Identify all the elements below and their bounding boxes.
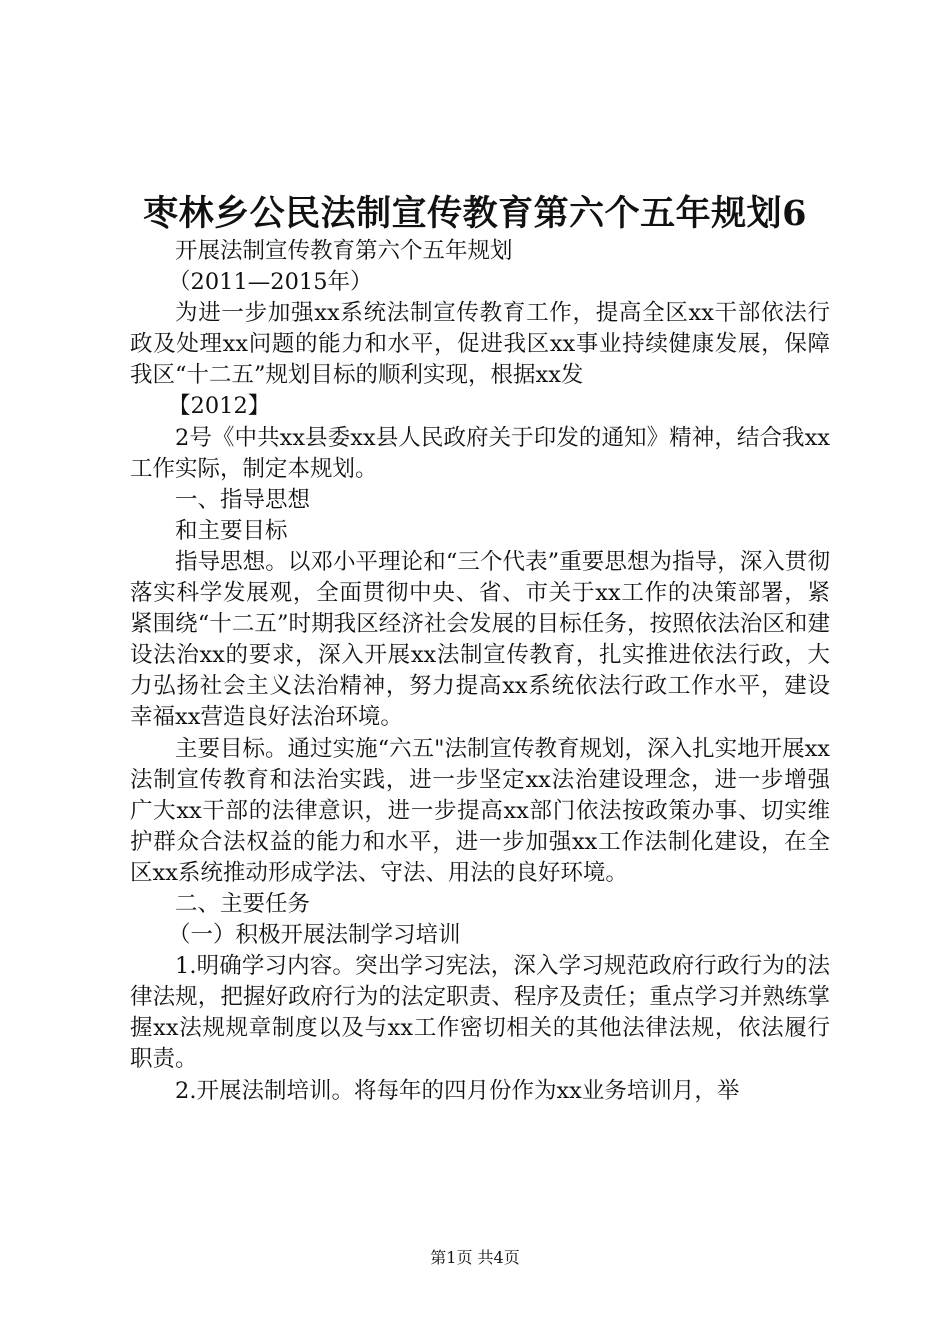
paragraph-main-goals: 主要目标。通过实施“六五"法制宣传教育规划，深入扎实地开展xx法制宣传教育和法治实践，进一步坚定xx法治建设理念，进一步增强广大xx干部的法律意识，进一步提高xx部门依法按政策办事、切实维护群众合法权益的能力和水平，进一步加强xx工作法制化建设，在全区xx系统推动形成学法、守法、用法的良好环境。 [130, 735, 830, 886]
page-number-footer: 第1页 共4页 [430, 1248, 520, 1267]
paragraph-item-2: 2.开展法制培训。将每年的四月份作为xx业务培训月，举 [175, 1077, 740, 1104]
paragraph-subtitle: 开展法制宣传教育第六个五年规划 [175, 238, 513, 264]
paragraph-guiding-thought: 指导思想。以邓小平理论和“三个代表”重要思想为指导，深入贯彻落实科学发展观，全面贯彻中央、省、市关于xx工作的决策部署，紧紧围绕“十二五”时期我区经济社会发展的目标任务，按照依法治区和建设法治xx的要求，深入开展xx法制宣传教育，扎实推进依法行政，大力弘扬社会主义法治精神，努力提高xx系统依法行政工作水平，建设幸福xx营造良好法治环境。 [130, 548, 830, 731]
heading-section-1-cont: 和主要目标 [175, 517, 288, 544]
paragraph-notice: 2号《中共xx县委xx县人民政府关于印发的通知》精神，结合我xx工作实际，制定本规划。 [130, 424, 830, 482]
heading-section-1: 一、指导思想 [175, 486, 311, 513]
paragraph-intro: 为进一步加强xx系统法制宣传教育工作，提高全区xx干部依法行政及处理xx问题的能力和水平，促进我区xx事业持续健康发展，保障我区“十二五”规划目标的顺利实现，根据xx发 [130, 300, 830, 389]
document-title: 枣林乡公民法制宣传教育第六个五年规划6 [143, 193, 807, 234]
heading-section-2: 二、主要任务 [175, 890, 311, 917]
paragraph-item-1: 1.明确学习内容。突出学习宪法，深入学习规范政府行政行为的法律法规，把握好政府行为的法定职责、程序及责任；重点学习并熟练掌握xx法规规章制度以及与xx工作密切相关的其他法律法规，依法履行职责。 [130, 953, 830, 1073]
heading-subsection-1: （一）积极开展法制学习培训 [168, 922, 461, 949]
document-body [130, 236, 830, 1107]
paragraph-doc-ref: 【2012】 [168, 393, 271, 420]
paragraph-years: （2011—2015年） [168, 269, 373, 296]
